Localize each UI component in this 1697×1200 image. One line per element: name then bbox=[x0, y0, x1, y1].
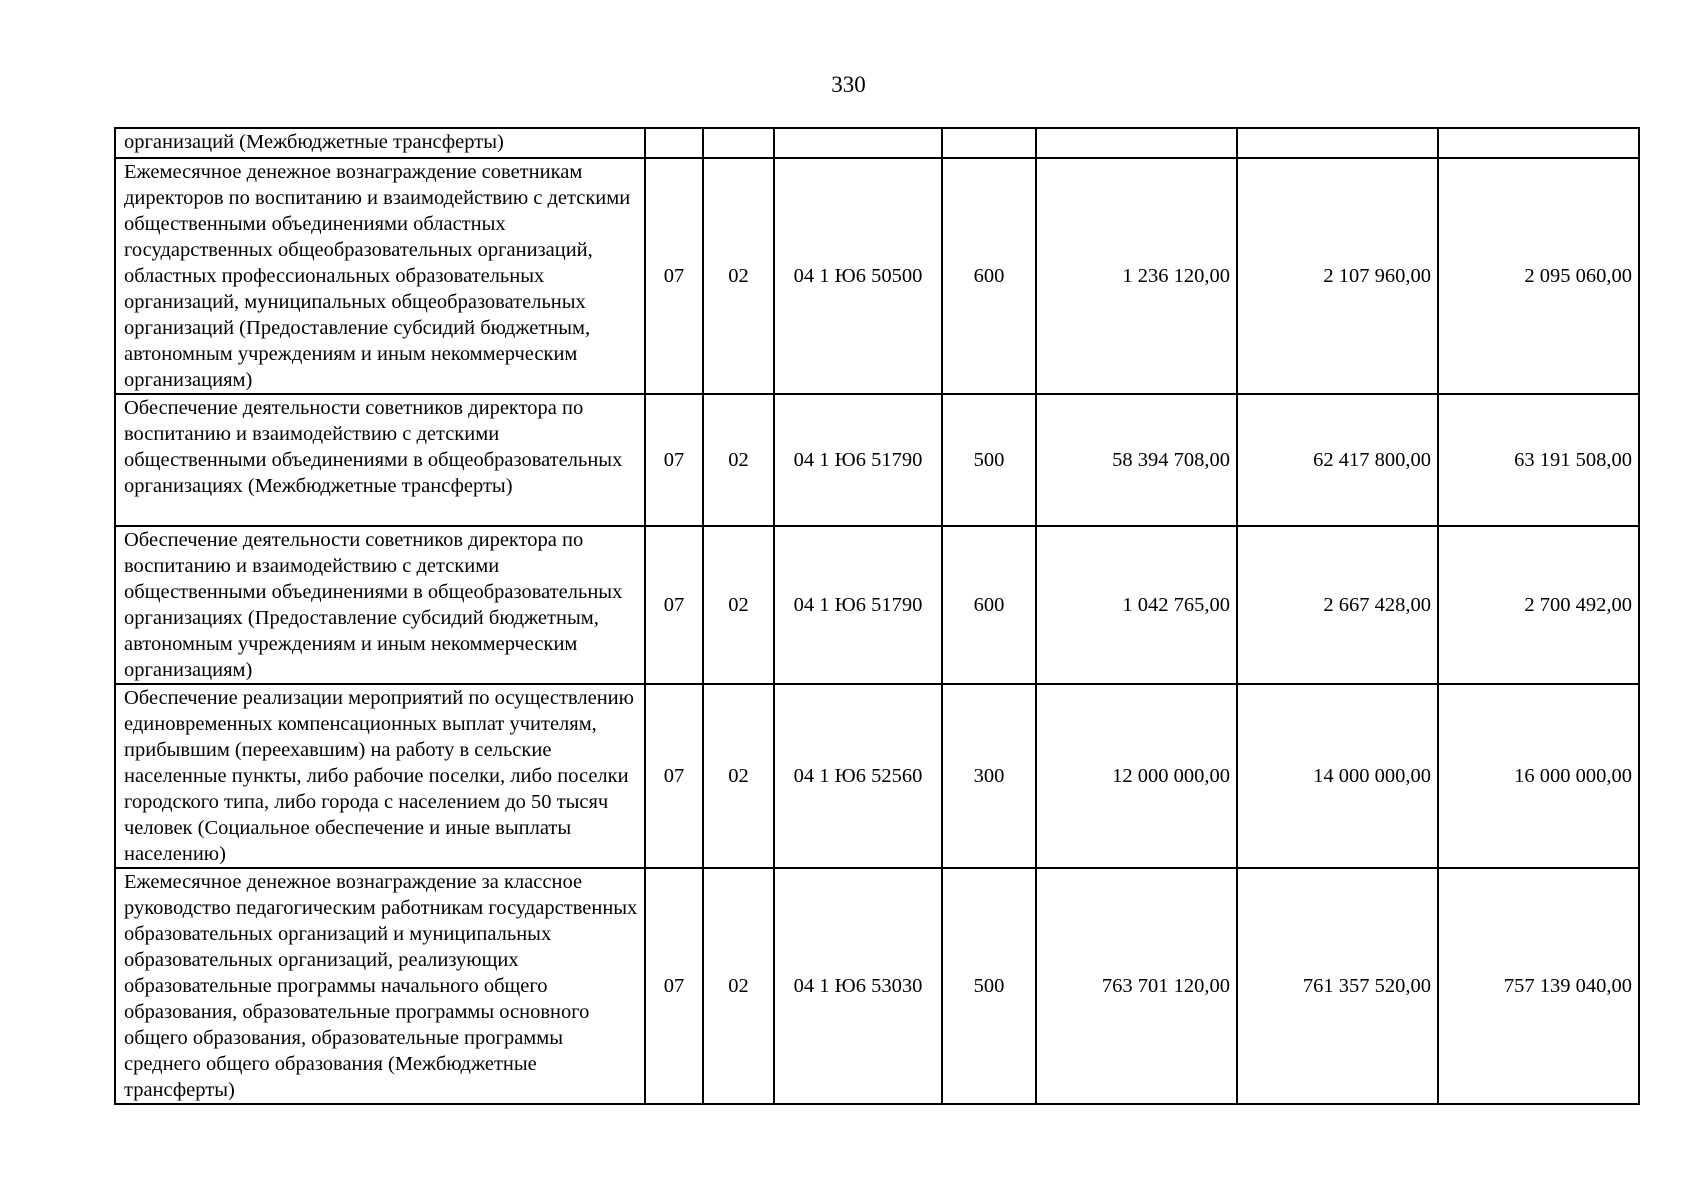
amount-year-1: 763 701 120,00 bbox=[1036, 868, 1237, 1104]
amount-year-1: 58 394 708,00 bbox=[1036, 394, 1237, 526]
target-article-code: 04 1 Ю6 51790 bbox=[774, 394, 942, 526]
amount-year-1: 12 000 000,00 bbox=[1036, 684, 1237, 868]
section-code: 07 bbox=[645, 394, 703, 526]
page-number: 330 bbox=[831, 72, 866, 97]
table-row bbox=[115, 868, 1639, 1104]
table-row bbox=[115, 394, 1639, 526]
expense-type-code bbox=[942, 128, 1036, 158]
amount-year-2: 761 357 520,00 bbox=[1237, 868, 1438, 1104]
row-description: Обеспечение деятельности советников директора по воспитанию и взаимодействию с детскими общественными объединениями в общеобразовательных организациях (Межбюджетные трансферты) bbox=[115, 394, 645, 526]
amount-year-3: 2 700 492,00 bbox=[1438, 526, 1639, 684]
amount-year-3: 16 000 000,00 bbox=[1438, 684, 1639, 868]
expense-type-code: 500 bbox=[942, 868, 1036, 1104]
amount-year-1: 1 042 765,00 bbox=[1036, 526, 1237, 684]
table-row bbox=[115, 526, 1639, 684]
target-article-code: 04 1 Ю6 52560 bbox=[774, 684, 942, 868]
subsection-code: 02 bbox=[703, 684, 774, 868]
amount-year-3: 757 139 040,00 bbox=[1438, 868, 1639, 1104]
target-article-code: 04 1 Ю6 51790 bbox=[774, 526, 942, 684]
row-description: Ежемесячное денежное вознаграждение советникам директоров по воспитанию и взаимодействию с детскими общественными объединениями областных государственных общеобразовательных организаций, областных профессиональных образовательных организаций, муниципальных общеобразовательных организаций (Предоставление субсидий бюджетным, автономным учреждениям и иным некоммерческим организациям) bbox=[115, 158, 645, 394]
subsection-code: 02 bbox=[703, 868, 774, 1104]
section-code: 07 bbox=[645, 684, 703, 868]
budget-table bbox=[114, 127, 1640, 1105]
amount-year-3 bbox=[1438, 128, 1639, 158]
amount-year-2: 2 107 960,00 bbox=[1237, 158, 1438, 394]
amount-year-1 bbox=[1036, 128, 1237, 158]
table-row bbox=[115, 158, 1639, 394]
amount-year-2 bbox=[1237, 128, 1438, 158]
section-code: 07 bbox=[645, 526, 703, 684]
row-description: Обеспечение деятельности советников директора по воспитанию и взаимодействию с детскими общественными объединениями в общеобразовательных организациях (Предоставление субсидий бюджетным, автономным учреждениям и иным некоммерческим организациям) bbox=[115, 526, 645, 684]
amount-year-2: 2 667 428,00 bbox=[1237, 526, 1438, 684]
expense-type-code: 500 bbox=[942, 394, 1036, 526]
row-description: Обеспечение реализации мероприятий по осуществлению единовременных компенсационных выплат учителям, прибывшим (переехавшим) на работу в сельские населенные пункты, либо рабочие поселки, либо поселки городского типа, либо города с населением до 50 тысяч человек (Социальное обеспечение и иные выплаты населению) bbox=[115, 684, 645, 868]
row-description: Ежемесячное денежное вознаграждение за классное руководство педагогическим работникам государственных образовательных организаций и муниципальных образовательных организаций, реализующих образовательные программы начального общего образования, образовательные программы основного общего образования, образовательные программы среднего общего образования (Межбюджетные трансферты) bbox=[115, 868, 645, 1104]
subsection-code bbox=[703, 128, 774, 158]
table-row bbox=[115, 684, 1639, 868]
amount-year-2: 62 417 800,00 bbox=[1237, 394, 1438, 526]
table-row bbox=[115, 128, 1639, 158]
amount-year-3: 63 191 508,00 bbox=[1438, 394, 1639, 526]
section-code bbox=[645, 128, 703, 158]
subsection-code: 02 bbox=[703, 158, 774, 394]
amount-year-2: 14 000 000,00 bbox=[1237, 684, 1438, 868]
amount-year-3: 2 095 060,00 bbox=[1438, 158, 1639, 394]
section-code: 07 bbox=[645, 868, 703, 1104]
expense-type-code: 300 bbox=[942, 684, 1036, 868]
subsection-code: 02 bbox=[703, 394, 774, 526]
target-article-code bbox=[774, 128, 942, 158]
section-code: 07 bbox=[645, 158, 703, 394]
amount-year-1: 1 236 120,00 bbox=[1036, 158, 1237, 394]
expense-type-code: 600 bbox=[942, 158, 1036, 394]
target-article-code: 04 1 Ю6 50500 bbox=[774, 158, 942, 394]
row-description: организаций (Межбюджетные трансферты) bbox=[115, 128, 645, 158]
expense-type-code: 600 bbox=[942, 526, 1036, 684]
target-article-code: 04 1 Ю6 53030 bbox=[774, 868, 942, 1104]
subsection-code: 02 bbox=[703, 526, 774, 684]
